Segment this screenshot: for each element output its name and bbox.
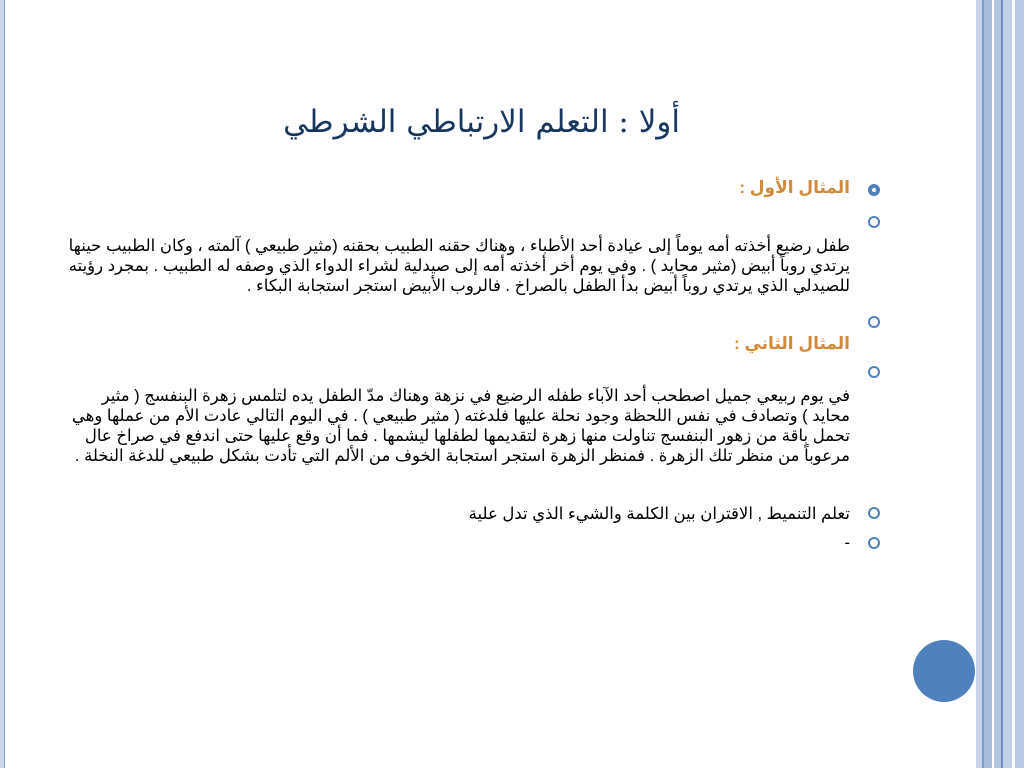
list-item-example1-text	[60, 214, 880, 296]
list-item-conditioning	[60, 504, 880, 524]
example2-text: في يوم ربيعي جميل اصطحب أحد الآباء طفله الرضيع في نزهة وهناك مدّ الطفل يده لتلمس زهرة البنفسج ( مثير محايد ) وتصادف في نفس اللحظة وجود نحلة عليها فلدغته ( مثير طبيعي ) . في اليوم التالي عادت الأم من عملها وهي تحمل باقة من زهور البنفسج تناولت منها زهرة لتقديمها لطفلها ليشمها . فما أن وقع عليها حتى اندفع في صراخ عال مرعوباً من منظر تلك الزهرة . فمنظر الزهرة استجر استجابة الخوف من الألم التي تأدت بشكل طبيعي للدغة النخلة .	[71, 387, 850, 465]
right-stripe	[1015, 0, 1024, 768]
dash-line: -	[844, 534, 850, 552]
decorative-circle	[913, 640, 975, 702]
list-item-example2-text	[60, 364, 880, 466]
bullet-icon	[868, 184, 880, 196]
list-item-example1-heading	[60, 178, 880, 214]
right-stripe	[994, 0, 1001, 768]
conditioning-line: تعلم التنميط , الاقتران بين الكلمة والشيء الذي تدل علية	[468, 505, 850, 523]
right-stripe	[1003, 0, 1012, 768]
example1-heading: المثال الأول :	[739, 178, 850, 197]
slide-title: أولا : التعلم الارتباطي الشرطي	[283, 104, 680, 140]
bullet-icon	[868, 507, 880, 519]
bullet-icon	[868, 316, 880, 328]
right-stripe	[984, 0, 992, 768]
bullet-icon	[868, 537, 880, 549]
example2-heading: المثال الثاني :	[734, 334, 850, 353]
list-item-dash	[60, 534, 880, 553]
slide-content	[60, 178, 880, 553]
bullet-icon	[868, 366, 880, 378]
list-item-example2-heading	[60, 318, 880, 356]
left-border-line	[4, 0, 5, 768]
example1-text: طفل رضيع أخذته أمه يوماً إلى عيادة أحد الأطباء ، وهناك حقنه الطبيب بحقنه (مثير طبيعي ) آلمته ، وكان الطبيب حينها يرتدي روباً أبيض (مثير محايد ) . وفي يوم أخر أخذته أمه إلى صيدلية لشراء الدواء الذي وصفه له الطبيب . بمجرد رؤيته للصيدلي الذي يرتدي روباً أبيض بدأ الطفل بالصراخ . فالروب الأبيض استجر استجابة البكاء .	[68, 237, 850, 295]
bullet-icon	[868, 216, 880, 228]
